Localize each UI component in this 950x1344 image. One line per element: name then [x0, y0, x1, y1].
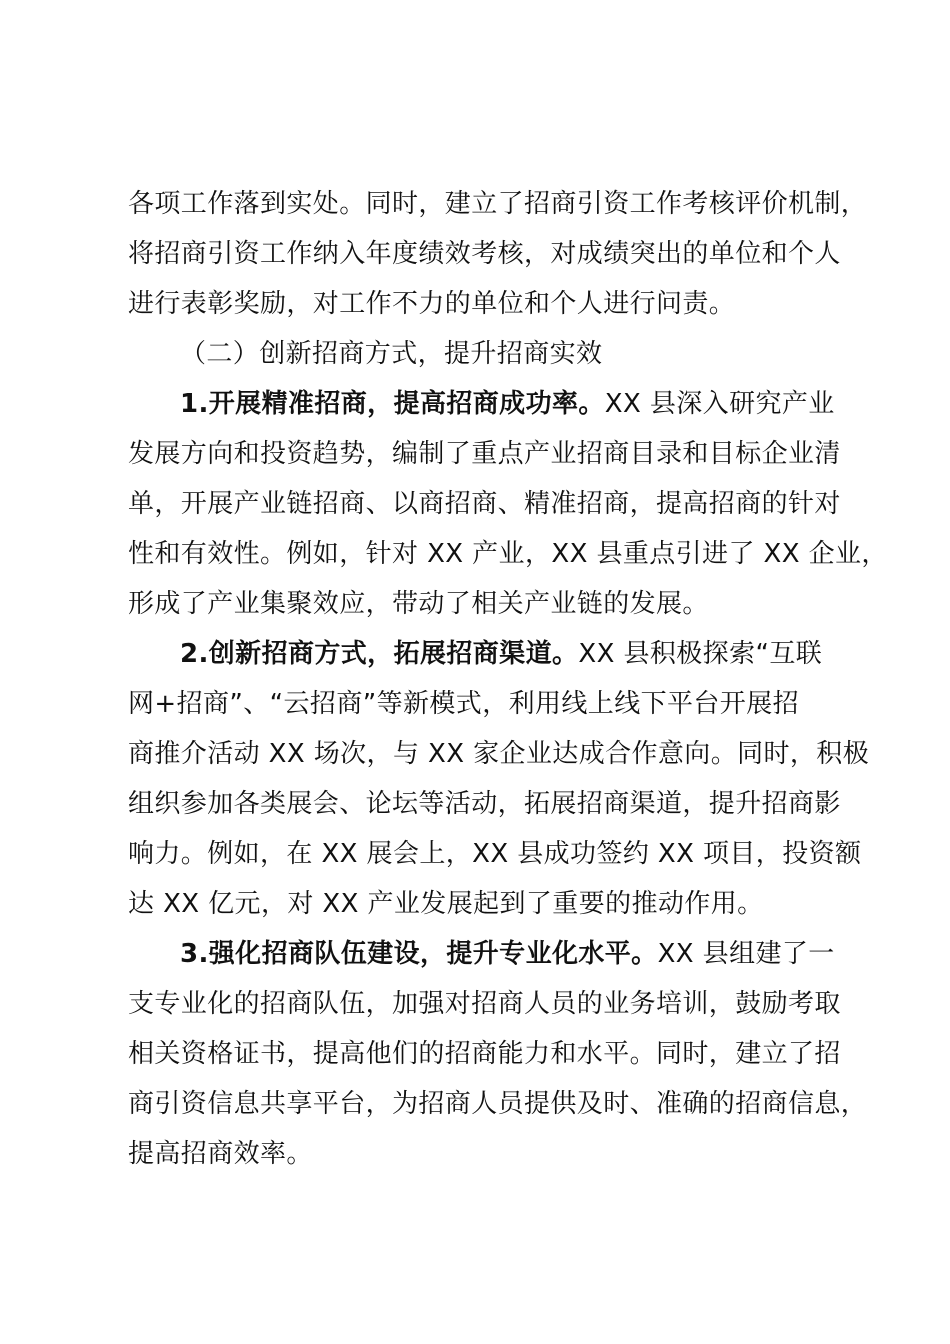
paragraph-line [128, 487, 841, 521]
item-heading: 2.创新招商方式，拓展招商渠道。 [180, 639, 579, 669]
line-text: 将招商引资工作纳入年度绩效考核，对成绩突出的单位和个人 [128, 239, 841, 269]
paragraph-line [128, 587, 709, 621]
line-text: XX 县积极探索“互联 [578, 639, 823, 669]
line-text: 提高招商效率。 [128, 1139, 313, 1169]
line-text: 性和有效性。例如，针对 XX 产业，XX 县重点引进了 XX 企业， [128, 539, 888, 569]
paragraph-line [128, 987, 841, 1021]
paragraph-line [128, 887, 764, 921]
line-text: 支专业化的招商队伍，加强对招商人员的业务培训，鼓励考取 [128, 989, 841, 1019]
line-text: 商推介活动 XX 场次，与 XX 家企业达成合作意向。同时，积极 [128, 739, 870, 769]
paragraph-line [128, 1137, 313, 1171]
paragraph-line [180, 387, 835, 421]
line-text: 组织参加各类展会、论坛等活动，拓展招商渠道，提升招商影 [128, 789, 841, 819]
paragraph-line [128, 1037, 841, 1071]
line-text: 各项工作落到实处。同时，建立了招商引资工作考核评价机制， [128, 189, 868, 219]
section-heading [180, 337, 602, 371]
line-text: 进行表彰奖励，对工作不力的单位和个人进行问责。 [128, 289, 736, 319]
paragraph-line [128, 437, 841, 471]
paragraph-line [128, 287, 735, 321]
paragraph-line [128, 1087, 867, 1121]
item-heading: 3.强化招商队伍建设，提升专业化水平。 [180, 939, 658, 969]
line-text: XX 县组建了一 [657, 939, 835, 969]
line-text: 达 XX 亿元，对 XX 产业发展起到了重要的推动作用。 [128, 889, 764, 919]
paragraph-line [180, 637, 822, 671]
paragraph-line [128, 687, 799, 721]
paragraph-line [128, 787, 841, 821]
paragraph-line [128, 837, 861, 871]
line-text: 商引资信息共享平台，为招商人员提供及时、准确的招商信息， [128, 1089, 868, 1119]
paragraph-line [128, 187, 867, 221]
line-text: 形成了产业集聚效应，带动了相关产业链的发展。 [128, 589, 709, 619]
line-text: XX 县深入研究产业 [604, 389, 835, 419]
line-text: 响力。例如，在 XX 展会上，XX 县成功签约 XX 项目，投资额 [128, 839, 862, 869]
item-heading: 1.开展精准招商，提高招商成功率。 [180, 389, 605, 419]
paragraph-line [128, 237, 841, 271]
line-text: 发展方向和投资趋势，编制了重点产业招商目录和目标企业清 [128, 439, 841, 469]
line-text: 网+招商”、“云招商”等新模式，利用线上线下平台开展招 [128, 689, 799, 719]
paragraph-line [128, 737, 869, 771]
paragraph-line [180, 937, 835, 971]
section-heading-text: （二）创新招商方式，提升招商实效 [180, 339, 603, 369]
line-text: 相关资格证书，提高他们的招商能力和水平。同时，建立了招 [128, 1039, 841, 1069]
line-text: 单，开展产业链招商、以商招商、精准招商，提高招商的针对 [128, 489, 841, 519]
paragraph-line [128, 537, 888, 571]
